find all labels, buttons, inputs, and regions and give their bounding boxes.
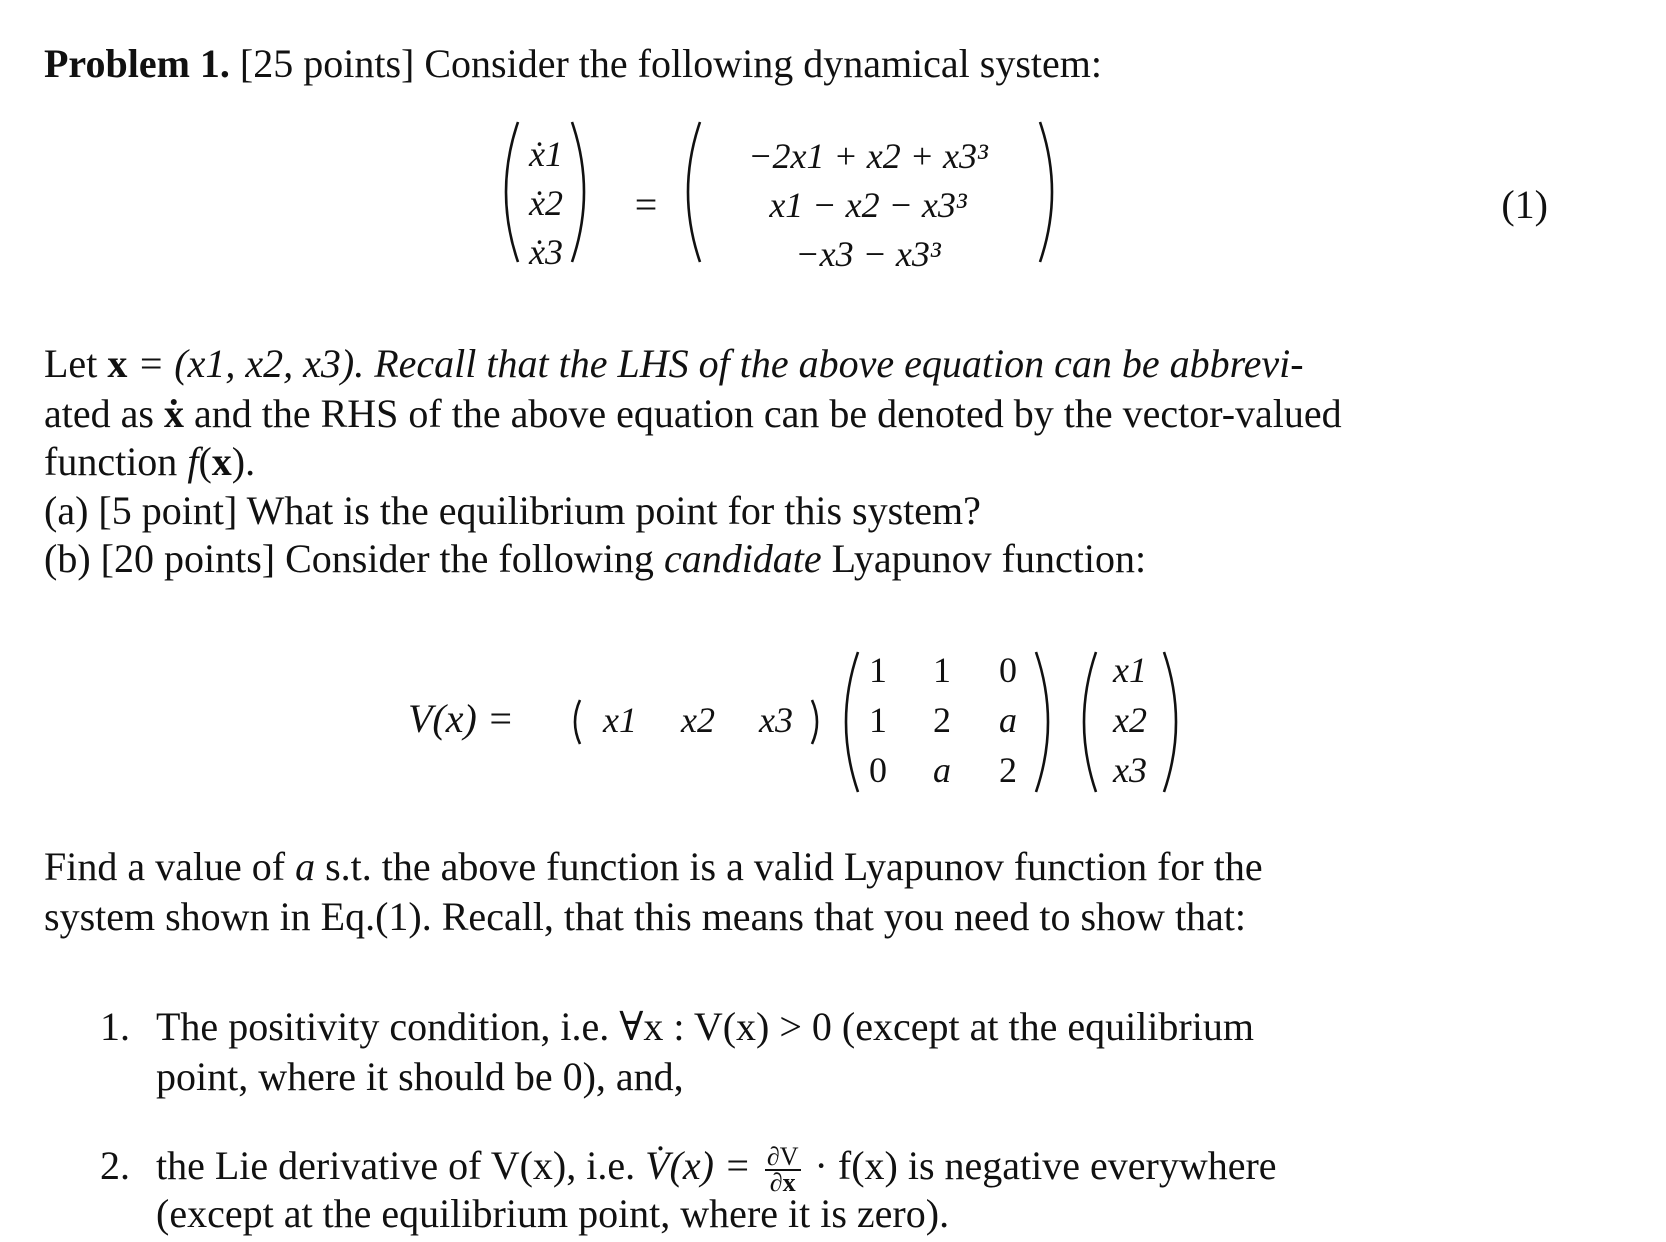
find-line-1 bbox=[44, 843, 1263, 891]
rowvec-entry-3: x3 bbox=[759, 700, 793, 740]
rhs-entry-2: x1 − x2 − x3³ bbox=[769, 185, 967, 225]
find-line-2 bbox=[44, 893, 1246, 941]
fraction-denominator: ∂x bbox=[769, 1167, 796, 1197]
part-b-points: [20 points] bbox=[100, 536, 276, 581]
part-a-label: (a) bbox=[44, 488, 89, 533]
colvec-right-paren bbox=[1164, 652, 1176, 792]
lhs-entry-2: ẋ2 bbox=[529, 183, 563, 223]
colvec-entry-1: x1 bbox=[1113, 650, 1147, 690]
matrix-left-paren bbox=[846, 652, 858, 792]
find-start: Find a value of bbox=[44, 844, 286, 889]
para-f: f bbox=[187, 439, 199, 484]
matrix-r3c3: 2 bbox=[999, 750, 1017, 790]
para-rhs: and the RHS of the above equation can be denoted by the vector-valued bbox=[193, 391, 1342, 436]
rowvec-entry-2: x2 bbox=[681, 700, 715, 740]
problem-label: Problem 1. bbox=[44, 41, 230, 86]
rhs-entry-1: −2x1 + x2 + x3³ bbox=[748, 136, 988, 176]
para-close-paren: ). bbox=[231, 439, 256, 484]
para-abbrev: ated as bbox=[44, 391, 154, 436]
part-b-candidate: candidate bbox=[663, 536, 822, 581]
matrix-r2c2: 2 bbox=[933, 700, 951, 740]
matrix-r1c3: 0 bbox=[999, 650, 1017, 690]
para-vector-x: x bbox=[107, 341, 128, 386]
colvec-entry-2: x2 bbox=[1113, 700, 1147, 740]
rowvec-right-paren bbox=[812, 700, 817, 744]
rowvec-entry-1: x1 bbox=[603, 700, 637, 740]
fraction-numerator: ∂V bbox=[766, 1141, 799, 1171]
part-b-label: (b) bbox=[44, 536, 91, 581]
para-definition: = (x1, x2, x3). Recall that the LHS of the above equation can be abbrevi- bbox=[137, 341, 1304, 386]
matrix-right-paren bbox=[1036, 652, 1048, 792]
rhs-entry-3: −x3 − x3³ bbox=[795, 234, 941, 274]
equation-number: (1) bbox=[1501, 182, 1548, 227]
para-function-word: function bbox=[44, 439, 178, 484]
rowvec-left-paren bbox=[575, 700, 580, 744]
part-a-points: [5 point] bbox=[98, 488, 238, 533]
condition-2-rest: · f(x) is negative everywhere bbox=[814, 1143, 1277, 1188]
matrix-r2c3: a bbox=[999, 700, 1017, 740]
find-line-2-text: system shown in Eq.(1). Recall, that this means that you need to show that: bbox=[44, 894, 1247, 939]
condition-1-line-2: point, where it should be 0), and, bbox=[156, 1054, 684, 1099]
find-var-a: a bbox=[295, 844, 316, 889]
matrix-r3c1: 0 bbox=[869, 750, 887, 790]
para-let: Let bbox=[44, 341, 98, 386]
condition-2-line-2: (except at the equilibrium point, where it is zero). bbox=[156, 1191, 950, 1236]
condition-2-num: 2. bbox=[100, 1143, 130, 1188]
para-xdot: ẋ bbox=[163, 391, 184, 436]
colvec-left-paren bbox=[1084, 652, 1096, 792]
system-equals: = bbox=[634, 182, 658, 227]
matrix-r1c1: 1 bbox=[869, 650, 887, 690]
condition-2-line-1 bbox=[156, 1142, 1277, 1195]
colvec-entry-3: x3 bbox=[1113, 750, 1147, 790]
lhs-entry-3: ẋ3 bbox=[529, 232, 563, 272]
problem-intro: Consider the following dynamical system: bbox=[424, 41, 1103, 86]
find-rest: s.t. the above function is a valid Lyapunov function for the bbox=[325, 844, 1263, 889]
part-b-question-start: Consider the following bbox=[285, 536, 654, 581]
matrix-r2c1: 1 bbox=[869, 700, 887, 740]
lyap-lhs: V(x) = bbox=[408, 696, 514, 741]
para-f-arg: x bbox=[211, 439, 232, 484]
problem-points: [25 points] bbox=[239, 41, 415, 86]
condition-2-vdot: V̇(x) = bbox=[645, 1143, 751, 1188]
condition-2-lie-text: the Lie derivative of V(x), i.e. bbox=[156, 1143, 636, 1188]
para-open-paren: ( bbox=[198, 439, 212, 484]
matrix-r3c2: a bbox=[933, 750, 951, 790]
matrix-r1c2: 1 bbox=[933, 650, 951, 690]
condition-2-fraction bbox=[765, 1141, 801, 1197]
condition-1-num: 1. bbox=[100, 1004, 130, 1049]
lhs-entry-1: ẋ1 bbox=[529, 134, 563, 174]
part-b-question-end: Lyapunov function: bbox=[831, 536, 1147, 581]
part-a-question: What is the equilibrium point for this system? bbox=[246, 488, 981, 533]
condition-1-line-1: The positivity condition, i.e. ∀x : V(x) > 0 (except at the equilibrium bbox=[156, 1004, 1254, 1049]
